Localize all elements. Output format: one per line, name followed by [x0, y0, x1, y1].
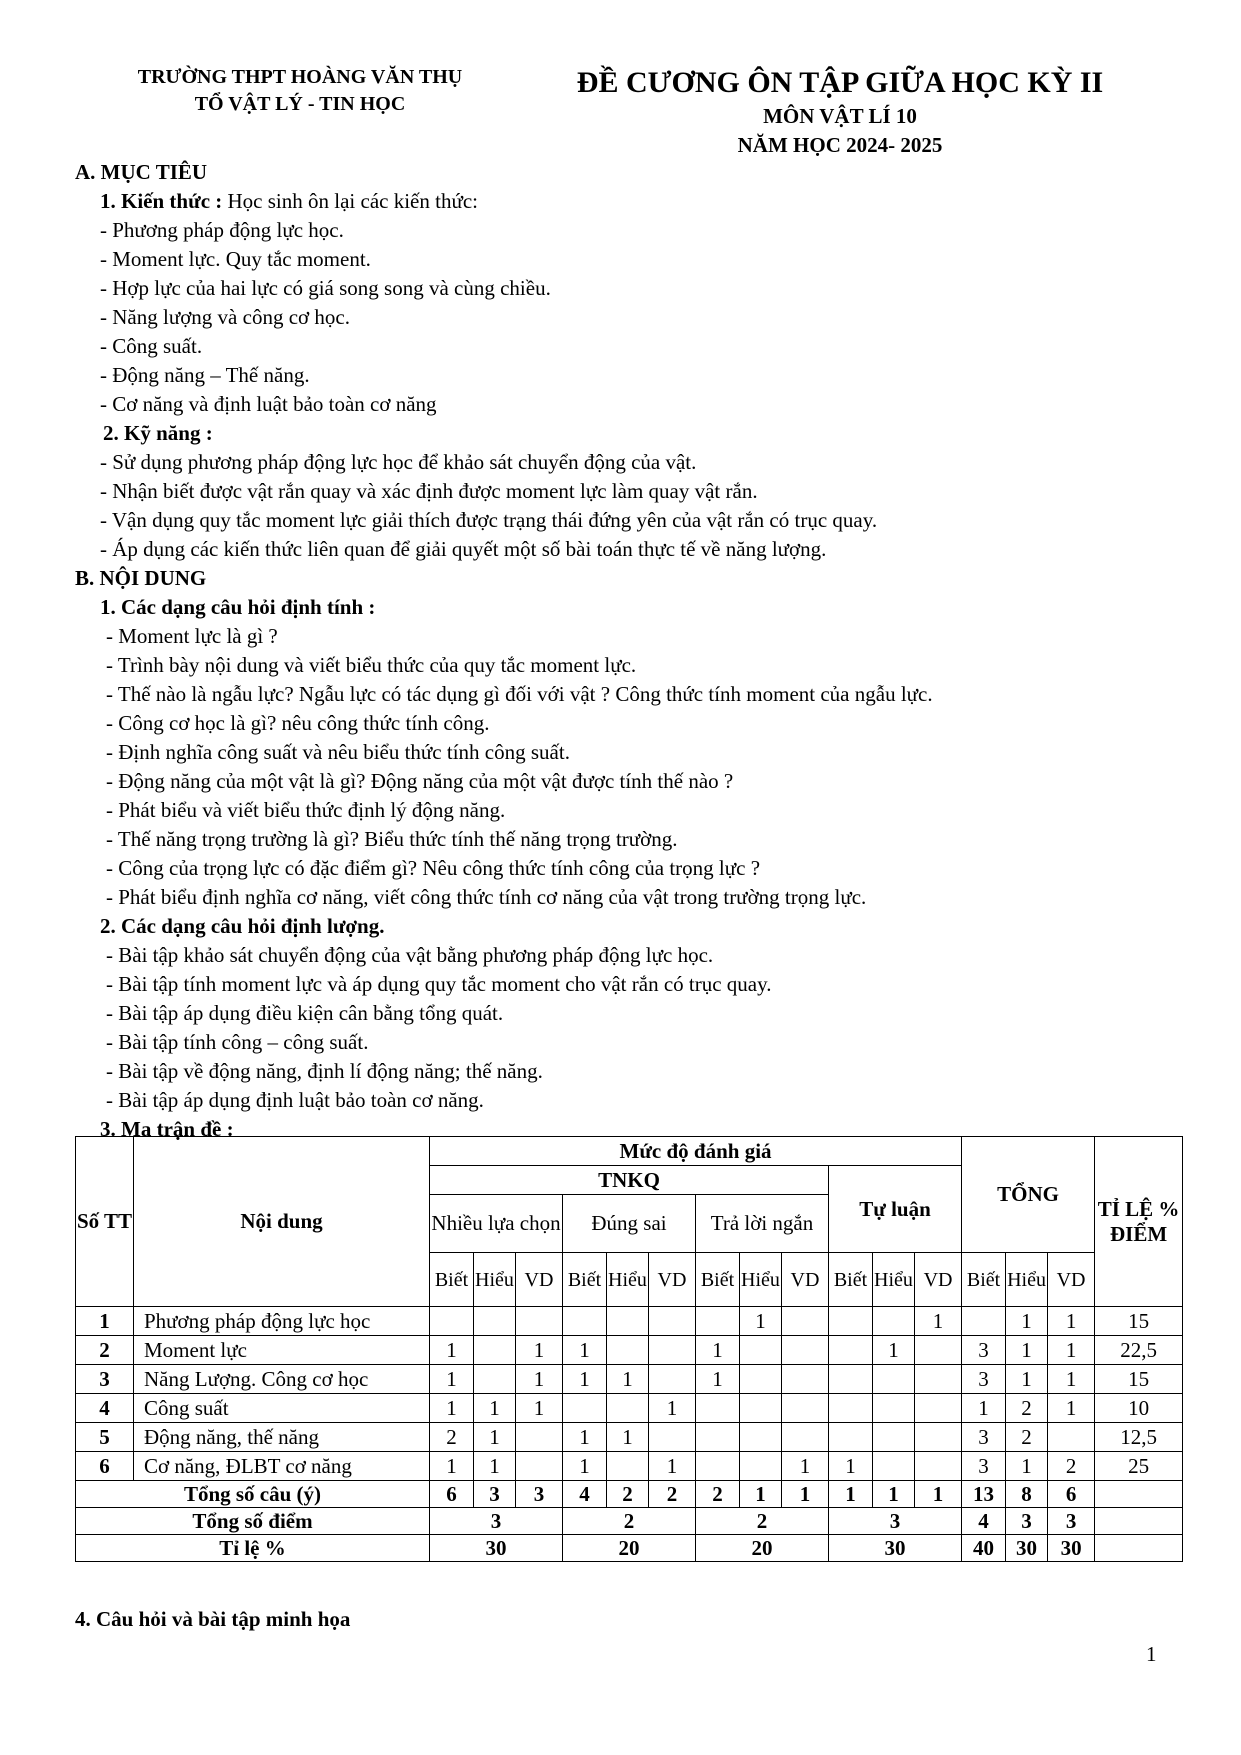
empty-cell [1095, 1535, 1183, 1562]
sub-header: Hiểu [1006, 1253, 1048, 1307]
row-number: 1 [76, 1307, 134, 1336]
table-cell [516, 1307, 563, 1336]
table-cell [915, 1365, 962, 1394]
table-cell: 1 [1048, 1365, 1095, 1394]
header-essay: Tự luận [829, 1166, 962, 1253]
table-cell: 1 [915, 1307, 962, 1336]
sub-header: Hiểu [607, 1253, 649, 1307]
table-cell: 1 [782, 1452, 829, 1481]
table-cell [607, 1394, 649, 1423]
skills-label: 2. Kỹ năng : [103, 421, 213, 445]
row-ratio: 12,5 [1095, 1423, 1183, 1452]
table-cell: 1 [1048, 1336, 1095, 1365]
table-cell: 1 [649, 1452, 696, 1481]
total-points-group-cell: 2 [696, 1508, 829, 1535]
total-questions-cell: 1 [740, 1481, 782, 1508]
total-points-total-cell: 3 [1048, 1508, 1095, 1535]
total-questions-label: Tổng số câu (ý) [76, 1481, 430, 1508]
header-left [90, 64, 510, 118]
table-cell: 2 [430, 1423, 474, 1452]
table-cell [873, 1423, 915, 1452]
total-points-total-cell: 4 [962, 1508, 1006, 1535]
total-questions-cell: 1 [782, 1481, 829, 1508]
table-cell [740, 1394, 782, 1423]
department-name: TỔ VẬT LÝ - TIN HỌC [194, 93, 406, 115]
knowledge-item: - Động năng – Thế năng. [100, 363, 310, 387]
percent-group-cell: 30 [430, 1535, 563, 1562]
header-tnkq: TNKQ [430, 1166, 829, 1195]
total-questions-cell: 1 [915, 1481, 962, 1508]
quantitative-item: - Bài tập tính moment lực và áp dụng quy tắc moment cho vật rắn có trục quay. [106, 972, 772, 996]
table-cell: 1 [649, 1394, 696, 1423]
table-cell [430, 1307, 474, 1336]
knowledge-label: 1. Kiến thức : [100, 189, 223, 213]
total-points-label: Tổng số điểm [76, 1508, 430, 1535]
table-row [76, 1452, 1183, 1481]
table-cell: 1 [474, 1394, 516, 1423]
section-4-heading: 4. Câu hỏi và bài tập minh họa [75, 1607, 351, 1631]
quantitative-label: 2. Các dạng câu hỏi định lượng. [100, 914, 385, 938]
header-ratio: TỈ LỆ % ĐIỂM [1095, 1137, 1183, 1307]
quantitative-item: - Bài tập áp dụng điều kiện cân bằng tổng quát. [106, 1001, 504, 1025]
table-cell [782, 1365, 829, 1394]
table-cell [740, 1365, 782, 1394]
table-cell [607, 1452, 649, 1481]
row-content: Moment lực [134, 1336, 430, 1365]
table-cell [563, 1307, 607, 1336]
quantitative-item: - Bài tập khảo sát chuyển động của vật bằng phương pháp động lực học. [106, 943, 714, 967]
percent-group-cell: 30 [829, 1535, 962, 1562]
table-cell: 2 [1048, 1452, 1095, 1481]
row-content: Phương pháp động lực học [134, 1307, 430, 1336]
knowledge-item: - Cơ năng và định luật bảo toàn cơ năng [100, 392, 437, 416]
table-cell: 1 [1048, 1394, 1095, 1423]
total-points-group-cell: 3 [829, 1508, 962, 1535]
total-questions-cell: 13 [962, 1481, 1006, 1508]
sub-header: Hiểu [474, 1253, 516, 1307]
table-cell [696, 1452, 740, 1481]
total-questions-row [76, 1481, 1183, 1508]
quantitative-item: - Bài tập áp dụng định luật bảo toàn cơ năng. [106, 1088, 484, 1112]
school-year: NĂM HỌC 2024- 2025 [737, 133, 943, 157]
table-cell [607, 1336, 649, 1365]
row-ratio: 25 [1095, 1452, 1183, 1481]
table-cell [873, 1365, 915, 1394]
table-cell: 1 [1048, 1307, 1095, 1336]
row-ratio: 10 [1095, 1394, 1183, 1423]
percent-total-cell: 30 [1006, 1535, 1048, 1562]
table-cell: 1 [962, 1394, 1006, 1423]
assessment-matrix-table [75, 1136, 1183, 1562]
percent-total-cell: 30 [1048, 1535, 1095, 1562]
table-cell [829, 1365, 873, 1394]
empty-cell [1095, 1508, 1183, 1535]
percent-group-cell: 20 [696, 1535, 829, 1562]
total-questions-cell: 2 [607, 1481, 649, 1508]
table-cell [474, 1336, 516, 1365]
sub-header: VD [1048, 1253, 1095, 1307]
total-questions-cell: 1 [829, 1481, 873, 1508]
table-cell: 1 [474, 1452, 516, 1481]
qualitative-label: 1. Các dạng câu hỏi định tính : [100, 595, 376, 619]
section-b-heading: B. NỘI DUNG [75, 566, 207, 590]
row-ratio: 15 [1095, 1307, 1183, 1336]
table-cell: 1 [563, 1365, 607, 1394]
qualitative-item: - Thế nào là ngẫu lực? Ngẫu lực có tác dụng gì đối với vật ? Công thức tính moment của ngẫu lực. [106, 682, 933, 706]
header-stt: Số TT [76, 1137, 134, 1307]
skills-item: - Sử dụng phương pháp động lực học để khảo sát chuyển động của vật. [100, 450, 697, 474]
table-cell: 1 [1006, 1452, 1048, 1481]
row-content: Công suất [134, 1394, 430, 1423]
matrix-summary [76, 1481, 1183, 1562]
header-content: Nội dung [134, 1137, 430, 1307]
table-cell [696, 1394, 740, 1423]
table-cell: 3 [962, 1423, 1006, 1452]
total-questions-cell: 6 [430, 1481, 474, 1508]
sub-header: Biết [696, 1253, 740, 1307]
percent-row [76, 1535, 1183, 1562]
table-cell [915, 1336, 962, 1365]
page-number: 1 [1146, 1642, 1157, 1666]
school-name: TRƯỜNG THPT HOÀNG VĂN THỤ [137, 66, 463, 88]
document-body [75, 158, 1165, 1144]
table-cell [696, 1423, 740, 1452]
total-questions-cell: 4 [563, 1481, 607, 1508]
header-true-false: Đúng sai [563, 1195, 696, 1253]
header-assessment-level: Mức độ đánh giá [430, 1137, 962, 1166]
table-cell [782, 1307, 829, 1336]
row-number: 3 [76, 1365, 134, 1394]
table-cell [782, 1394, 829, 1423]
table-row [76, 1307, 1183, 1336]
qualitative-item: - Moment lực là gì ? [106, 624, 278, 648]
row-number: 6 [76, 1452, 134, 1481]
total-questions-cell: 1 [873, 1481, 915, 1508]
header-short-answer: Trả lời ngắn [696, 1195, 829, 1253]
table-cell: 2 [1006, 1394, 1048, 1423]
table-cell [873, 1394, 915, 1423]
table-cell [915, 1394, 962, 1423]
table-row [76, 1336, 1183, 1365]
header-multiple-choice: Nhiều lựa chọn [430, 1195, 563, 1253]
table-cell: 2 [1006, 1423, 1048, 1452]
empty-cell [1095, 1481, 1183, 1508]
table-cell: 1 [563, 1336, 607, 1365]
row-number: 4 [76, 1394, 134, 1423]
row-number: 5 [76, 1423, 134, 1452]
skills-item: - Nhận biết được vật rắn quay và xác định được moment lực làm quay vật rắn. [100, 479, 758, 503]
table-cell [782, 1336, 829, 1365]
qualitative-item: - Phát biểu định nghĩa cơ năng, viết công thức tính cơ năng của vật trong trường trọng lực. [106, 885, 867, 909]
knowledge-item: - Năng lượng và công cơ học. [100, 305, 350, 329]
table-cell: 1 [696, 1336, 740, 1365]
table-cell [873, 1452, 915, 1481]
table-cell: 1 [873, 1336, 915, 1365]
total-points-group-cell: 2 [563, 1508, 696, 1535]
percent-group-cell: 20 [563, 1535, 696, 1562]
header-total: TỔNG [962, 1137, 1095, 1253]
table-cell [915, 1423, 962, 1452]
table-row [76, 1365, 1183, 1394]
table-cell: 3 [962, 1452, 1006, 1481]
table-cell [829, 1394, 873, 1423]
total-questions-cell: 2 [649, 1481, 696, 1508]
header-right [535, 64, 1145, 160]
skills-item: - Áp dụng các kiến thức liên quan để giải quyết một số bài toán thực tế về năng lượng. [100, 537, 827, 561]
qualitative-item: - Trình bày nội dung và viết biểu thức của quy tắc moment lực. [106, 653, 637, 677]
table-cell [740, 1336, 782, 1365]
knowledge-item: - Công suất. [100, 334, 203, 358]
qualitative-item: - Động năng của một vật là gì? Động năng của một vật được tính thế nào ? [106, 769, 734, 793]
row-content: Cơ năng, ĐLBT cơ năng [134, 1452, 430, 1481]
table-cell [962, 1307, 1006, 1336]
table-cell [516, 1452, 563, 1481]
row-ratio: 15 [1095, 1365, 1183, 1394]
row-ratio: 22,5 [1095, 1336, 1183, 1365]
document-title: ĐỀ CƯƠNG ÔN TẬP GIỮA HỌC KỲ II [576, 66, 1104, 99]
table-cell [829, 1423, 873, 1452]
table-cell [915, 1452, 962, 1481]
section-a-heading: A. MỤC TIÊU [75, 160, 208, 184]
sub-header: Biết [563, 1253, 607, 1307]
sub-header: Biết [829, 1253, 873, 1307]
total-questions-cell: 6 [1048, 1481, 1095, 1508]
table-row [76, 1423, 1183, 1452]
percent-total-cell: 40 [962, 1535, 1006, 1562]
table-cell: 1 [696, 1365, 740, 1394]
table-cell: 1 [516, 1336, 563, 1365]
sub-header: Hiểu [873, 1253, 915, 1307]
table-cell [649, 1307, 696, 1336]
sub-header: VD [649, 1253, 696, 1307]
total-questions-cell: 3 [516, 1481, 563, 1508]
row-content: Động năng, thế năng [134, 1423, 430, 1452]
table-cell [873, 1307, 915, 1336]
qualitative-item: - Công của trọng lực có đặc điểm gì? Nêu công thức tính công của trọng lực ? [106, 856, 761, 880]
sub-header: VD [782, 1253, 829, 1307]
table-cell [782, 1423, 829, 1452]
sub-header: VD [516, 1253, 563, 1307]
row-number: 2 [76, 1336, 134, 1365]
matrix-rows [76, 1307, 1183, 1481]
table-cell: 3 [962, 1365, 1006, 1394]
qualitative-item: - Phát biểu và viết biểu thức định lý động năng. [106, 798, 506, 822]
table-cell [563, 1394, 607, 1423]
matrix-label: 3. Ma trận đề : [100, 1117, 234, 1141]
table-cell [607, 1307, 649, 1336]
table-cell: 1 [1006, 1307, 1048, 1336]
quantitative-item: - Bài tập tính công – công suất. [106, 1030, 369, 1054]
table-cell [649, 1336, 696, 1365]
table-cell [740, 1452, 782, 1481]
total-points-total-cell: 3 [1006, 1508, 1048, 1535]
table-cell: 1 [607, 1365, 649, 1394]
table-cell: 1 [563, 1452, 607, 1481]
table-cell [696, 1307, 740, 1336]
table-cell: 1 [430, 1365, 474, 1394]
knowledge-lead-text: Học sinh ôn lại các kiến thức: [222, 189, 478, 213]
table-cell: 3 [962, 1336, 1006, 1365]
total-questions-cell: 2 [696, 1481, 740, 1508]
qualitative-item: - Công cơ học là gì? nêu công thức tính công. [106, 711, 490, 735]
row-content: Năng Lượng. Công cơ học [134, 1365, 430, 1394]
table-cell [829, 1336, 873, 1365]
sub-header: VD [915, 1253, 962, 1307]
total-points-row [76, 1508, 1183, 1535]
skills-item: - Vận dụng quy tắc moment lực giải thích được trạng thái đứng yên của vật rắn có trục quay. [100, 508, 878, 532]
knowledge-item: - Hợp lực của hai lực có giá song song và cùng chiều. [100, 276, 551, 300]
table-cell: 1 [430, 1336, 474, 1365]
table-cell [474, 1365, 516, 1394]
quantitative-item: - Bài tập về động năng, định lí động năng; thế năng. [106, 1059, 543, 1083]
table-cell: 1 [516, 1394, 563, 1423]
sub-header: Biết [962, 1253, 1006, 1307]
total-points-group-cell: 3 [430, 1508, 563, 1535]
table-cell: 1 [474, 1423, 516, 1452]
table-cell [649, 1365, 696, 1394]
table-cell: 1 [430, 1394, 474, 1423]
table-row [76, 1394, 1183, 1423]
table-cell: 1 [829, 1452, 873, 1481]
qualitative-item: - Định nghĩa công suất và nêu biểu thức tính công suất. [106, 740, 570, 764]
percent-label: Tỉ lệ % [76, 1535, 430, 1562]
total-questions-cell: 3 [474, 1481, 516, 1508]
table-cell: 1 [430, 1452, 474, 1481]
knowledge-item: - Phương pháp động lực học. [100, 218, 344, 242]
total-questions-cell: 8 [1006, 1481, 1048, 1508]
table-cell: 1 [516, 1365, 563, 1394]
table-cell [516, 1423, 563, 1452]
table-cell [474, 1307, 516, 1336]
table-cell: 1 [1006, 1336, 1048, 1365]
table-cell [649, 1423, 696, 1452]
table-cell: 1 [563, 1423, 607, 1452]
knowledge-item: - Moment lực. Quy tắc moment. [100, 247, 371, 271]
subject-line: MÔN VẬT LÍ 10 [763, 104, 917, 128]
table-cell [1048, 1423, 1095, 1452]
qualitative-item: - Thế năng trọng trường là gì? Biểu thức tính thế năng trọng trường. [106, 827, 678, 851]
table-cell: 1 [1006, 1365, 1048, 1394]
sub-header: Hiểu [740, 1253, 782, 1307]
table-cell [829, 1307, 873, 1336]
table-cell [740, 1423, 782, 1452]
table-cell: 1 [740, 1307, 782, 1336]
knowledge-lead [75, 187, 1165, 216]
sub-header: Biết [430, 1253, 474, 1307]
table-cell: 1 [607, 1423, 649, 1452]
